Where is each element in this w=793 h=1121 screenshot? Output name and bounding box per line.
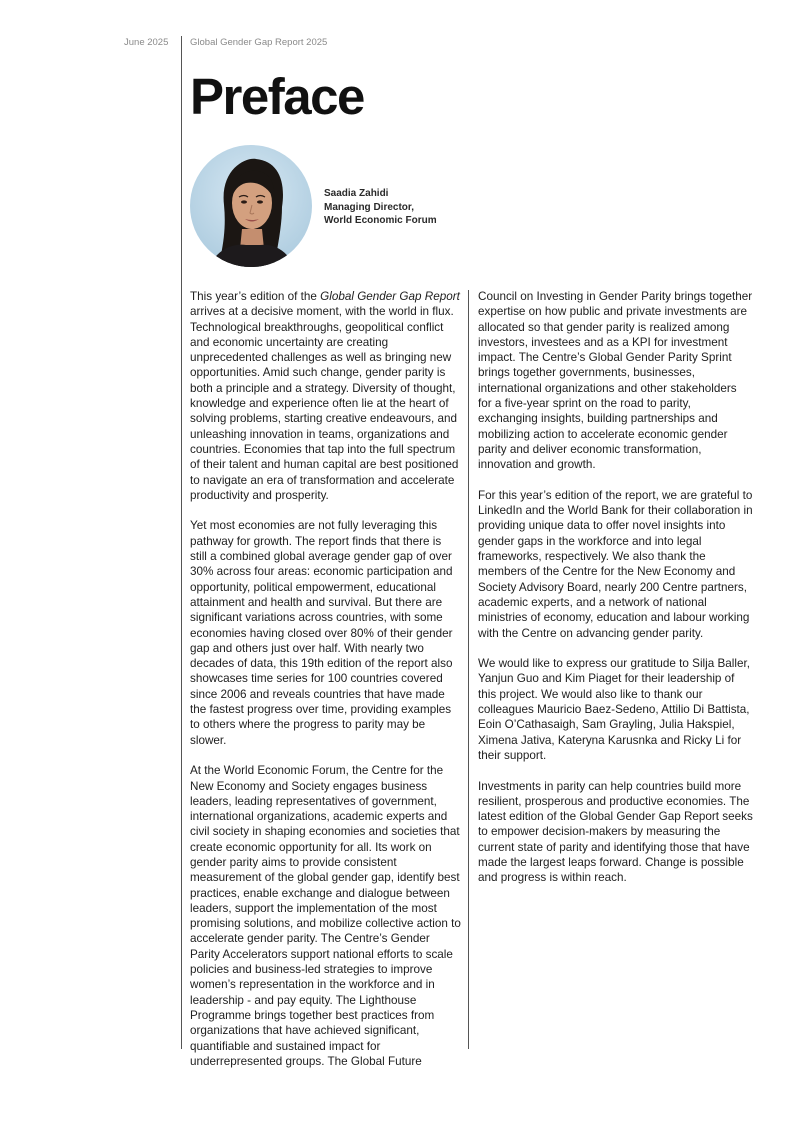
paragraph: For this year’s edition of the report, we are grateful to LinkedIn and the World Bank for their collaboration in providing unique data to offer novel insights into gender gaps in the workforce and into legal frameworks, respectively. We also thank the members of the Centre for the New Economy and Society Advisory Board, nearly 200 Centre partners, academic experts, and a network of national ministries of economy, education and labour working with the Centre on advancing gender parity.	[478, 488, 753, 640]
column-divider	[468, 290, 469, 1049]
page-title: Preface	[190, 68, 364, 125]
column-right	[478, 289, 753, 886]
author-name: Saadia Zahidi	[324, 188, 389, 199]
column-left	[190, 289, 461, 1069]
author-block	[324, 187, 437, 228]
paragraph: Investments in parity can help countries build more resilient, prosperous and productive economies. The latest edition of the Global Gender Gap Report seeks to empower decision-makers by measuring the current state of parity and identifying those that have made the largest leaps forward. Change is possible and progress is within reach.	[478, 779, 753, 885]
text-run: arrives at a decisive moment, with the world in flux. Technological breakthroughs, geopolitical conflict and economic uncertainty are creating unprecedented challenges as well as bringing new opportunities. Amid such change, gender parity is both a principle and a strategy. Diversity of thought, knowledge and experience often lie at the heart of solving problems, starting creative endeavours, and unleashing innovation in teams, organizations and countries. Economies that tap into the full spectrum of their talent and human capital are best positioned to navigate an era of transformation and accelerate productivity and prosperity.	[190, 305, 459, 502]
paragraph	[190, 289, 461, 503]
author-portrait	[190, 145, 312, 267]
paragraph: Council on Investing in Gender Parity brings together expertise on how public and private investments are allocated so that gender parity is realized among investors, investees and as a KPI for investment impact. The Centre’s Global Gender Parity Sprint brings together governments, businesses, international organizations and other stakeholders for a five-year sprint on the road to parity, exchanging insights, building partnerships and mobilizing action to accelerate economic gender parity and deliver economic transformation, innovation and growth.	[478, 290, 753, 472]
paragraph: We would like to express our gratitude to Silja Baller, Yanjun Guo and Kim Piaget for their leadership of this project. We would also like to thank our colleagues Mauricio Baez-Sedeno, Attilio Di Battista, Eoin O’Cathasaigh, Sam Grayling, Julia Hakspiel, Ximena Jativa, Kateryna Karusnka and Ricky Li for their support.	[478, 657, 750, 762]
paragraph: Yet most economies are not fully leveraging this pathway for growth. The report finds that there is still a combined global average gender gap of over 30% across four areas: economic participation and opportunity, political empowerment, educational attainment and health and survival. But there are significant variations across countries, with some economies having closed over 80% of their gender gap and others just over half. With nearly two decades of data, this 19th edition of the report also showcases time series for 100 countries covered since 2006 and reveals countries that have made the fastest progress over time, providing examples to others where the progress to parity may be slower.	[190, 519, 453, 747]
portrait-image	[190, 145, 312, 267]
author-role-line1: Managing Director,	[324, 201, 415, 213]
paragraph: At the World Economic Forum, the Centre for the New Economy and Society engages business leaders, leading representatives of government, international organizations, academic experts and civil society in shaping economies and societies that create economic opportunity for all. Its work on gender parity aims to provide consistent measurement of the global gender gap, identify best practices, enable exchange and dialogue between leaders, support the implementation of the most promising solutions, and mobilize collective action to accelerate gender parity. The Centre’s Gender Parity Accelerators support national efforts to scale policies and business-led strategies to improve women’s representation in the workforce and in leadership - and pay equity. The Lighthouse Programme brings together best practices from organizations that have achieved significant, quantifiable and sustained impact for underrepresented groups. The Global Future	[190, 764, 461, 1068]
author-role-line2: World Economic Forum	[324, 215, 437, 226]
header-report-title: Global Gender Gap Report 2025	[190, 37, 328, 48]
header-date: June 2025	[124, 37, 169, 48]
header-divider	[181, 36, 182, 1049]
text-run: This year’s edition of the	[190, 290, 321, 303]
report-title-italic: Global Gender Gap Report	[320, 290, 460, 303]
